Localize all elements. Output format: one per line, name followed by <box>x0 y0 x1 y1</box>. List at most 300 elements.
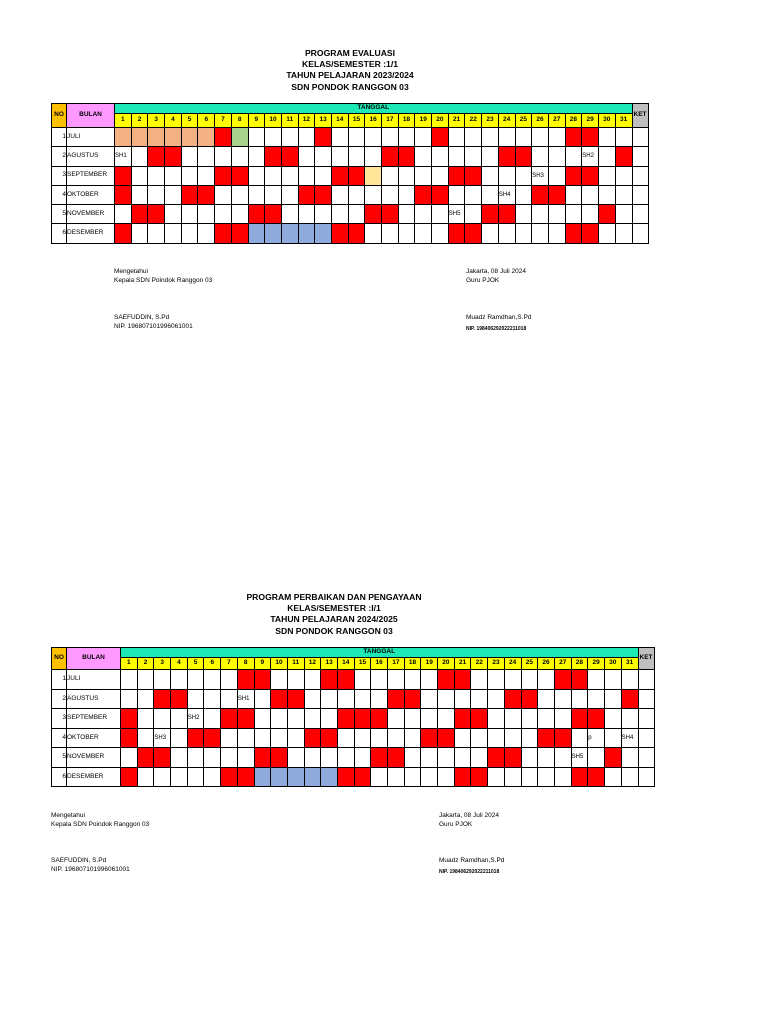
day-header: 17 <box>388 658 405 670</box>
day-cell <box>488 728 505 748</box>
day-cell <box>204 670 221 690</box>
day-cell <box>404 767 421 787</box>
day-cell <box>588 709 605 729</box>
day-cell <box>571 670 588 690</box>
day-cell <box>337 767 354 787</box>
day-cell <box>398 224 415 243</box>
day-cell <box>448 147 465 166</box>
day-cell <box>454 767 471 787</box>
day-cell <box>281 128 298 147</box>
day-cell <box>131 147 148 166</box>
day-cell <box>304 689 321 709</box>
day-cell <box>137 670 154 690</box>
day-cell <box>604 728 621 748</box>
day-cell <box>371 767 388 787</box>
day-cell <box>532 128 549 147</box>
day-cell <box>448 166 465 185</box>
day-cell <box>382 147 399 166</box>
day-cell <box>498 147 515 166</box>
teacher-nip: NIP. 198406292022211018 <box>439 869 500 875</box>
day-cell <box>287 709 304 729</box>
table-row <box>52 147 649 166</box>
day-cell <box>171 709 188 729</box>
day-cell <box>388 748 405 768</box>
day-cell <box>588 748 605 768</box>
ket-cell <box>632 147 648 166</box>
day-cell <box>371 728 388 748</box>
day-cell <box>321 689 338 709</box>
day-cell <box>582 147 599 166</box>
day-cell <box>265 205 282 224</box>
day-cell <box>198 185 215 204</box>
day-cell <box>154 689 171 709</box>
row-number: 5 <box>52 205 67 224</box>
day-cell <box>148 166 165 185</box>
header-bulan: BULAN <box>67 104 115 128</box>
day-cell <box>365 128 382 147</box>
header-ket: KET <box>632 104 648 128</box>
table-row <box>52 185 649 204</box>
day-header: 10 <box>265 114 282 128</box>
principal-name: SAEFUDDIN, S.Pd <box>114 314 170 321</box>
day-header: 26 <box>532 114 549 128</box>
day-cell <box>115 224 132 243</box>
day-cell <box>465 205 482 224</box>
day-cell <box>231 166 248 185</box>
day-cell <box>154 728 171 748</box>
day-header: 9 <box>248 114 265 128</box>
day-cell <box>582 185 599 204</box>
day-cell <box>404 670 421 690</box>
ket-cell <box>638 709 654 729</box>
day-cell <box>465 224 482 243</box>
day-cell <box>438 689 455 709</box>
day-cell <box>248 224 265 243</box>
day-cell <box>415 128 432 147</box>
day-cell <box>621 689 638 709</box>
day-header: 23 <box>482 114 499 128</box>
principal-nip: NIP. 196807101996061001 <box>51 865 130 873</box>
day-cell <box>588 767 605 787</box>
day-cell <box>198 166 215 185</box>
day-cell <box>348 166 365 185</box>
day-cell <box>215 166 232 185</box>
day-cell <box>221 748 238 768</box>
day-header: 29 <box>588 658 605 670</box>
day-cell <box>432 205 449 224</box>
day-cell <box>187 670 204 690</box>
row-number: 5 <box>52 748 67 768</box>
day-cell <box>221 709 238 729</box>
day-header: 28 <box>565 114 582 128</box>
day-cell <box>204 709 221 729</box>
day-cell <box>365 166 382 185</box>
day-header: 12 <box>304 658 321 670</box>
day-cell <box>148 128 165 147</box>
day-cell <box>404 748 421 768</box>
day-cell <box>532 185 549 204</box>
section1-title <box>250 48 450 93</box>
right-signature-name <box>466 314 531 323</box>
title-line: TAHUN PELAJARAN 2024/2025 <box>270 614 398 625</box>
title-line: PROGRAM PERBAIKAN DAN PENGAYAAN <box>246 592 422 602</box>
day-cell <box>298 224 315 243</box>
day-cell <box>538 767 555 787</box>
day-cell <box>148 185 165 204</box>
title-line: PROGRAM EVALUASI <box>304 48 396 58</box>
day-cell <box>148 224 165 243</box>
day-cell <box>488 670 505 690</box>
day-cell <box>398 166 415 185</box>
day-cell <box>181 224 198 243</box>
day-cell <box>165 224 182 243</box>
day-cell <box>415 166 432 185</box>
day-cell <box>432 166 449 185</box>
day-cell <box>287 728 304 748</box>
day-cell <box>548 185 565 204</box>
day-cell <box>254 728 271 748</box>
day-header: 15 <box>348 114 365 128</box>
day-header: 1 <box>121 658 138 670</box>
day-cell <box>321 767 338 787</box>
day-cell <box>231 147 248 166</box>
day-cell <box>131 128 148 147</box>
day-cell <box>615 185 632 204</box>
day-cell <box>248 205 265 224</box>
day-cell <box>388 670 405 690</box>
day-cell <box>171 728 188 748</box>
day-cell <box>421 748 438 768</box>
header-ket: KET <box>638 648 654 670</box>
day-cell <box>221 728 238 748</box>
day-cell <box>321 728 338 748</box>
day-header: 18 <box>404 658 421 670</box>
day-cell <box>621 748 638 768</box>
day-cell <box>415 185 432 204</box>
day-cell <box>398 185 415 204</box>
day-cell <box>438 748 455 768</box>
day-cell <box>148 147 165 166</box>
day-cell <box>554 728 571 748</box>
day-cell <box>571 728 588 748</box>
month-name: DESEMBER <box>67 767 121 787</box>
day-cell <box>621 709 638 729</box>
day-cell <box>432 128 449 147</box>
day-cell <box>532 205 549 224</box>
day-cell <box>171 670 188 690</box>
day-cell <box>432 185 449 204</box>
ket-cell <box>632 224 648 243</box>
evaluation-schedule-table <box>51 103 649 244</box>
day-header: 14 <box>331 114 348 128</box>
day-cell <box>438 728 455 748</box>
day-cell <box>187 748 204 768</box>
day-cell <box>337 689 354 709</box>
day-cell <box>121 709 138 729</box>
day-cell <box>488 709 505 729</box>
day-cell <box>348 128 365 147</box>
day-cell <box>187 728 204 748</box>
day-cell <box>565 166 582 185</box>
day-cell <box>421 709 438 729</box>
day-cell <box>398 128 415 147</box>
day-cell <box>131 205 148 224</box>
known-label: Mengetahui <box>114 268 148 275</box>
day-cell <box>571 767 588 787</box>
day-cell <box>471 728 488 748</box>
day-cell <box>504 748 521 768</box>
day-cell <box>248 166 265 185</box>
day-cell <box>521 767 538 787</box>
day-cell <box>354 709 371 729</box>
day-cell <box>388 767 405 787</box>
day-cell <box>331 205 348 224</box>
day-cell <box>181 147 198 166</box>
day-cell <box>454 728 471 748</box>
day-cell <box>171 689 188 709</box>
day-cell <box>137 728 154 748</box>
ket-cell <box>632 166 648 185</box>
ket-cell <box>638 767 654 787</box>
day-cell <box>604 689 621 709</box>
day-cell <box>331 147 348 166</box>
day-header: 20 <box>438 658 455 670</box>
day-cell <box>254 748 271 768</box>
day-cell <box>304 728 321 748</box>
day-header: 8 <box>231 114 248 128</box>
day-header: 31 <box>621 658 638 670</box>
day-cell <box>271 709 288 729</box>
header-no: NO <box>52 104 67 128</box>
day-cell <box>348 224 365 243</box>
left-signature-name <box>51 857 130 875</box>
day-cell <box>465 166 482 185</box>
schedule-label: SH3 <box>532 172 544 179</box>
day-cell <box>198 128 215 147</box>
row-number: 2 <box>52 147 67 166</box>
day-cell <box>615 166 632 185</box>
day-cell <box>421 767 438 787</box>
row-number: 1 <box>52 670 67 690</box>
row-number: 2 <box>52 689 67 709</box>
day-cell <box>271 767 288 787</box>
left-signature-name <box>114 314 193 332</box>
day-cell <box>265 128 282 147</box>
day-cell <box>337 728 354 748</box>
day-cell <box>621 767 638 787</box>
day-cell <box>115 166 132 185</box>
day-cell <box>498 185 515 204</box>
day-cell <box>448 128 465 147</box>
day-header: 16 <box>371 658 388 670</box>
day-cell <box>287 670 304 690</box>
day-header: 25 <box>515 114 532 128</box>
month-name: DESEMBER <box>67 224 115 243</box>
day-cell <box>171 748 188 768</box>
place-date: Jakarta, 08 Juli 2024 <box>466 268 526 275</box>
day-cell <box>304 709 321 729</box>
day-cell <box>371 689 388 709</box>
day-cell <box>315 185 332 204</box>
day-cell <box>154 767 171 787</box>
day-header: 3 <box>154 658 171 670</box>
day-cell <box>204 728 221 748</box>
day-cell <box>254 767 271 787</box>
day-cell <box>438 767 455 787</box>
day-cell <box>598 185 615 204</box>
day-cell <box>121 728 138 748</box>
day-cell <box>271 728 288 748</box>
ket-cell <box>632 185 648 204</box>
day-cell <box>198 147 215 166</box>
day-header: 28 <box>571 658 588 670</box>
day-cell <box>137 767 154 787</box>
day-cell <box>304 767 321 787</box>
day-cell <box>165 205 182 224</box>
day-cell <box>382 166 399 185</box>
day-cell <box>504 728 521 748</box>
day-header: 7 <box>221 658 238 670</box>
teacher-role: Guru PJOK <box>439 820 473 828</box>
day-cell <box>521 689 538 709</box>
day-header: 6 <box>204 658 221 670</box>
day-cell <box>198 224 215 243</box>
day-cell <box>121 767 138 787</box>
day-cell <box>548 205 565 224</box>
day-cell <box>331 185 348 204</box>
day-cell <box>315 128 332 147</box>
table-row <box>52 128 649 147</box>
day-header: 22 <box>471 658 488 670</box>
day-cell <box>321 709 338 729</box>
day-cell <box>515 185 532 204</box>
day-cell <box>181 128 198 147</box>
day-cell <box>571 709 588 729</box>
day-cell <box>371 670 388 690</box>
day-cell <box>504 670 521 690</box>
day-header: 11 <box>281 114 298 128</box>
day-cell <box>498 205 515 224</box>
day-cell <box>565 185 582 204</box>
day-cell <box>454 689 471 709</box>
day-cell <box>231 224 248 243</box>
right-signature-name <box>439 857 504 866</box>
day-cell <box>137 709 154 729</box>
day-cell <box>231 128 248 147</box>
day-cell <box>115 147 132 166</box>
title-line: KELAS/SEMESTER :1/1 <box>302 59 398 70</box>
day-cell <box>482 147 499 166</box>
ket-cell <box>632 128 648 147</box>
day-cell <box>265 147 282 166</box>
day-header: 13 <box>321 658 338 670</box>
day-cell <box>265 185 282 204</box>
day-cell <box>237 689 254 709</box>
day-cell <box>221 689 238 709</box>
day-cell <box>404 728 421 748</box>
day-cell <box>298 166 315 185</box>
day-cell <box>398 147 415 166</box>
left-signature <box>114 268 212 286</box>
day-cell <box>271 689 288 709</box>
day-header: 30 <box>604 658 621 670</box>
day-cell <box>304 670 321 690</box>
day-header: 5 <box>181 114 198 128</box>
row-number: 1 <box>52 128 67 147</box>
day-cell <box>554 689 571 709</box>
day-cell <box>588 689 605 709</box>
day-cell <box>388 728 405 748</box>
day-cell <box>438 670 455 690</box>
day-cell <box>598 128 615 147</box>
day-header: 11 <box>287 658 304 670</box>
teacher-role: Guru PJOK <box>466 276 500 284</box>
day-cell <box>365 185 382 204</box>
day-cell <box>304 748 321 768</box>
schedule-label: SH2 <box>582 153 594 160</box>
day-cell <box>471 670 488 690</box>
day-cell <box>382 205 399 224</box>
day-cell <box>598 147 615 166</box>
day-cell <box>482 205 499 224</box>
month-name: JULI <box>67 670 121 690</box>
day-cell <box>254 709 271 729</box>
day-cell <box>371 709 388 729</box>
day-cell <box>354 670 371 690</box>
day-cell <box>404 709 421 729</box>
day-header: 25 <box>521 658 538 670</box>
day-cell <box>248 128 265 147</box>
day-cell <box>604 767 621 787</box>
day-cell <box>582 128 599 147</box>
month-name: SEPTEMBER <box>67 709 121 729</box>
day-cell <box>181 205 198 224</box>
day-cell <box>515 224 532 243</box>
day-cell <box>554 670 571 690</box>
principal-role: Kepala SDN Poindok Ranggon 03 <box>51 820 150 828</box>
day-cell <box>471 748 488 768</box>
day-cell <box>515 128 532 147</box>
day-cell <box>448 205 465 224</box>
day-cell <box>415 147 432 166</box>
day-cell <box>187 689 204 709</box>
day-cell <box>354 728 371 748</box>
title-line: TAHUN PELAJARAN 2023/2024 <box>286 70 414 81</box>
principal-nip: NIP. 196807101996061001 <box>114 322 193 330</box>
day-cell <box>465 128 482 147</box>
day-cell <box>287 767 304 787</box>
day-cell <box>415 205 432 224</box>
day-header: 22 <box>465 114 482 128</box>
day-cell <box>198 205 215 224</box>
day-cell <box>115 205 132 224</box>
schedule-label: SH3 <box>154 734 167 741</box>
day-cell <box>488 767 505 787</box>
teacher-name: Muadz Ramdhan,S.Pd <box>439 857 505 864</box>
day-cell <box>121 689 138 709</box>
day-cell <box>582 205 599 224</box>
day-cell <box>548 128 565 147</box>
day-cell <box>615 128 632 147</box>
table-row <box>52 205 649 224</box>
day-cell <box>331 224 348 243</box>
day-header: 8 <box>237 658 254 670</box>
day-cell <box>548 166 565 185</box>
day-cell <box>348 147 365 166</box>
day-cell <box>237 670 254 690</box>
principal-role: Kepala SDN Poindok Ranggon 03 <box>114 276 213 284</box>
day-cell <box>388 689 405 709</box>
